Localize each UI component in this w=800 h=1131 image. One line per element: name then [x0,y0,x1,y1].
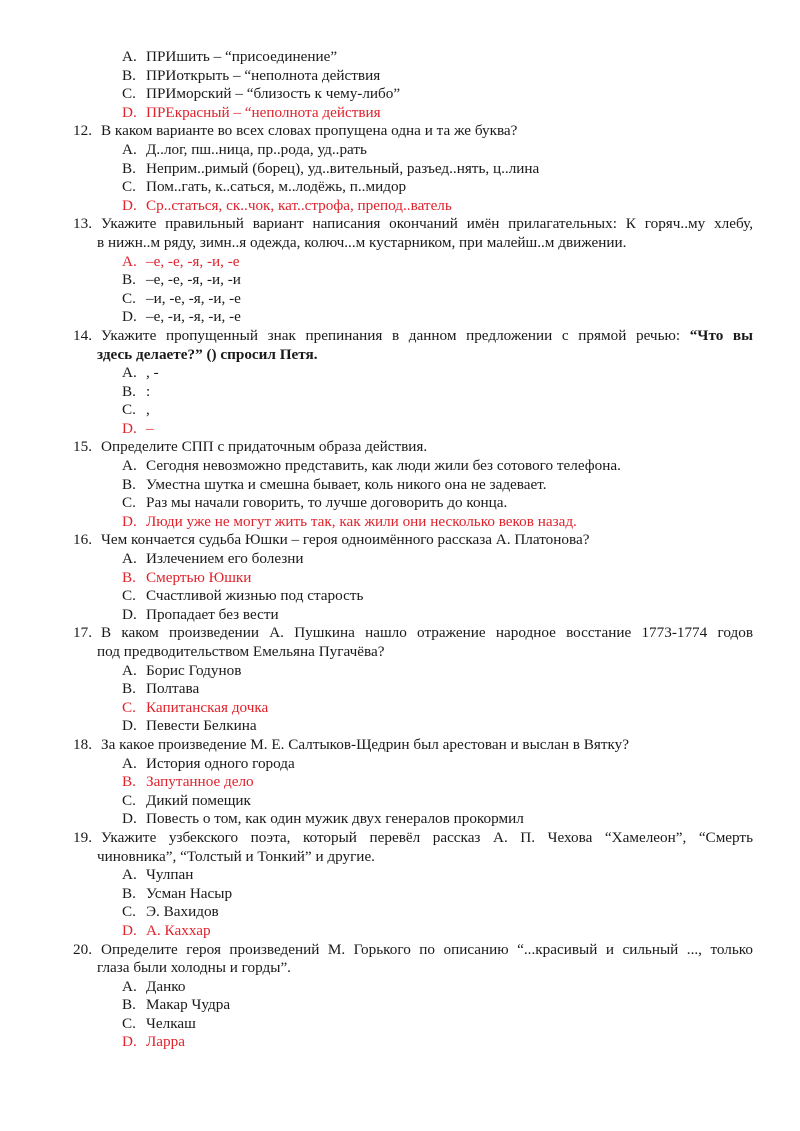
option-12-b: B. Неприм..римый (борец), уд..вительный, разъед..нять, ц..лина [122,159,540,177]
question-13-line-2: в нижн..м ряду, зимн..я одежда, колюч...м кустарником, при малейш..м движении. [97,233,627,251]
question-14-line-1: 14. Укажите пропущенный знак препинания в данном предложении с прямой речью: “Что вы [73,326,753,344]
option-20-b: B. Макар Чудра [122,996,231,1014]
option-12-c: C. Пом..гать, к..саться, м..лодёжь, п..мидор [122,178,407,196]
option-18-a: A. История одного города [122,754,295,772]
test-page [0,48,800,1052]
question-14 [0,327,753,364]
option-19-c: C. Э. Вахидов [122,903,219,921]
question-14-quote-start: “Что вы [689,326,753,344]
question-19-line-2: чиновника”, “Толстый и Тонкий” и другие. [97,847,375,865]
option-18-c: C. Дикий помещик [122,791,251,809]
option-16-d: D. Пропадает без вести [122,605,279,623]
question-14-line-2: здесь делаете?” () спросил Петя. [97,345,318,363]
question-20-line-2: глаза были холодны и горды”. [97,959,291,977]
question-18: 18. За какое произведение М. Е. Салтыков-Щедрин был арестован и выслан в Вятку? [73,735,630,753]
option-16-b-correct: B. Смертью Юшки [122,568,252,586]
option-14-c: C. , [122,401,150,419]
option-15-b: B. Уместна шутка и смешна бывает, коль никого она не задевает. [122,475,547,493]
option-18-b-correct: B. Запутанное дело [122,773,254,791]
option-13-d: D. –е, -и, -я, -и, -е [122,308,241,326]
option-12-a: A. Д..лог, пш..ница, пр..рода, уд..рать [122,140,367,158]
question-13-line-1: 13. Укажите правильный вариант написания окончаний имён прилагательных: К горяч..му хлебу, [73,215,753,233]
option-17-c-correct: C. Капитанская дочка [122,698,269,716]
question-13 [0,215,753,252]
question-17-line-2: под предводительством Емельяна Пугачёва? [97,643,385,660]
option-13-c: C. –и, -е, -я, -и, -е [122,289,241,307]
option-13-b: B. –е, -е, -я, -и, -и [122,271,241,289]
option-16-a: A. Излечением его болезни [122,550,304,568]
option-20-a: A. Данко [122,977,186,995]
option-12-d-correct: D. Ср..статься, ск..чок, кат..строфа, препод..ватель [122,196,452,214]
question-20 [0,941,753,978]
option-14-d-correct: D. – [122,419,154,437]
option-15-c: C. Раз мы начали говорить, то лучше договорить до конца. [122,494,508,512]
option-19-d-correct: D. А. Каххар [122,921,211,939]
option-15-d-correct: D. Люди уже не могут жить так, как жили они несколько веков назад. [122,512,577,530]
question-15: 15. Определите СПП с придаточным образа действия. [73,438,428,456]
question-19 [0,829,753,866]
question-17-line-1: 17. В каком произведении А. Пушкина нашло отражение народное восстание 1773-1774 годов [73,624,753,642]
option-20-c: C. Челкаш [122,1014,196,1032]
option-19-a: A. Чулпан [122,866,194,884]
option-19-b: B. Усман Насыр [122,884,233,902]
option-14-b: B. : [122,382,151,400]
question-20-line-1: 20. Определите героя произведений М. Горького по описанию “...красивый и сильный ..., только [73,940,753,958]
question-12: 12. В каком варианте во всех словах пропущена одна и та же буква? [73,122,518,140]
option-17-d: D. Певести Белкина [122,717,257,735]
option-11-a: A. ПРИшить – “присоединение” [122,48,338,65]
option-14-a: A. , - [122,364,159,382]
option-20-d-correct: D. Ларра [122,1033,185,1051]
question-11-options [0,48,800,122]
option-15-a: A. Сегодня невозможно представить, как люди жили без сотового телефона. [122,457,621,475]
question-19-line-1: 19. Укажите узбекского поэта, который перевёл рассказ А. П. Чехова “Хамелеон”, “Смерть [73,828,753,846]
option-11-d-correct: D. ПРЕкрасный – “неполнота действия [122,103,381,121]
option-17-a: A. Борис Годунов [122,661,242,679]
option-16-c: C. Счастливой жизнью под старость [122,587,364,605]
option-13-a-correct: A. –е, -е, -я, -и, -е [122,252,240,270]
question-16: 16. Чем кончается судьба Юшки – героя одноимённого рассказа А. Платонова? [73,531,590,549]
option-11-c: C. ПРИморский – “близость к чему-либо” [122,85,401,103]
option-11-b: B. ПРИоткрыть – “неполнота действия [122,66,381,84]
question-17 [0,624,753,661]
option-17-b: B. Полтава [122,680,200,698]
option-18-d: D. Повесть о том, как один мужик двух генералов прокормил [122,810,524,828]
